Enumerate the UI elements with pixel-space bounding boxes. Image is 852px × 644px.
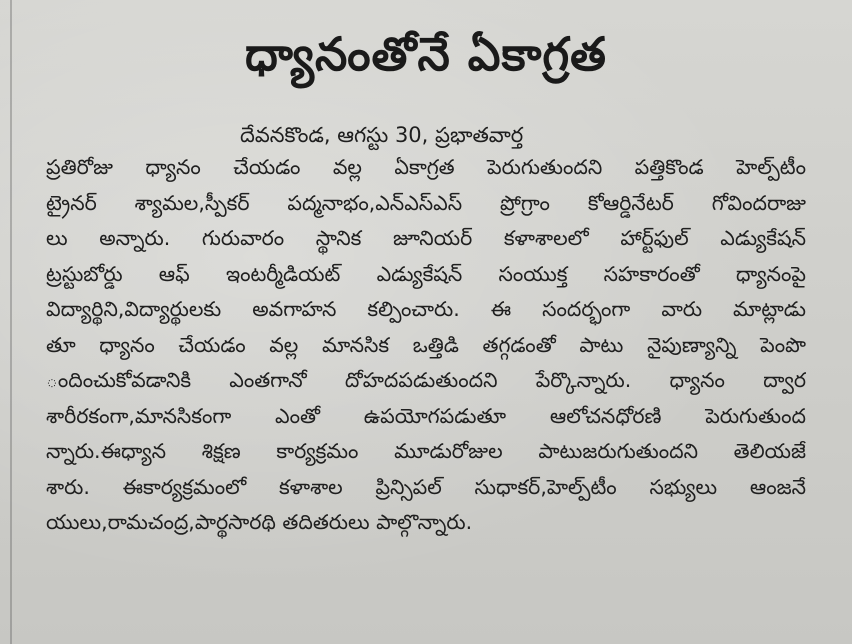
article-body — [46, 150, 806, 541]
article-line: ట్రైనర్ శ్యామల,స్పీకర్ పద్మనాభం,ఎన్ఎస్ఎస్ ప్రోగ్రాం కోఆర్డినేటర్ గోవిందరాజు — [46, 190, 806, 215]
article-line: విద్యార్థిని,విద్యార్థులకు అవగాహన కల్పించారు. ఈ సందర్భంగా వారు మాట్లాడు — [46, 297, 806, 321]
article-line: న్నారు.ఈధ్యాన శిక్షణ కార్యక్రమం మూడురోజుల పాటుజరుగుతుందని తెలియజే — [46, 439, 806, 463]
article-headline: ధ్యానంతోనే ఏకాగ్రత — [245, 27, 607, 81]
article-line: యులు,రామచంద్ర,పార్థసారథి తదితరులు పాల్గొన్నారు. — [46, 510, 473, 534]
article-line: ట్రస్టుబోర్డు ఆఫ్ ఇంటర్మీడియట్ ఎడ్యుకేషన్ సంయుక్త సహకారంతో ధ్యానంపై — [46, 261, 806, 286]
article-line: శారీరకంగా,మానసికంగా ఎంతో ఉపయోగపడుతూ ఆలోచనధోరణి పెరుగుతుంద — [46, 403, 806, 428]
article-dateline: దేవనకొండ, ఆగస్టు 30, ప్రభాతవార్త — [240, 123, 524, 147]
article-line: లు అన్నారు. గురువారం స్థానిక జూనియర్ కళాశాలలో హార్ట్‌ఫుల్ ఎడ్యుకేషన్ — [46, 226, 806, 250]
article-line: శారు. ఈకార్యక్రమంలో కళాశాల ప్రిన్సిపల్ సుధాకర్,హెల్ప్‌టీం సభ్యులు ఆంజనే — [46, 474, 806, 499]
article-line: ందించుకోవడానికి ఎంతగానో దోహదపడుతుందని పేర్కొన్నారు. ధ్యానం ద్వార — [46, 368, 806, 392]
article-line: ప్రతిరోజు ధ్యానం చేయడం వల్ల ఏకాగ్రత పెరుగుతుందని పత్తికొండ హెల్ప్‌టీం — [46, 155, 806, 179]
column-rule — [10, 0, 12, 644]
article-line: తూ ధ్యానం చేయడం వల్ల మానసిక ఒత్తిడి తగ్గడంతో పాటు నైపుణ్యాన్ని పెంపొ — [46, 332, 806, 357]
